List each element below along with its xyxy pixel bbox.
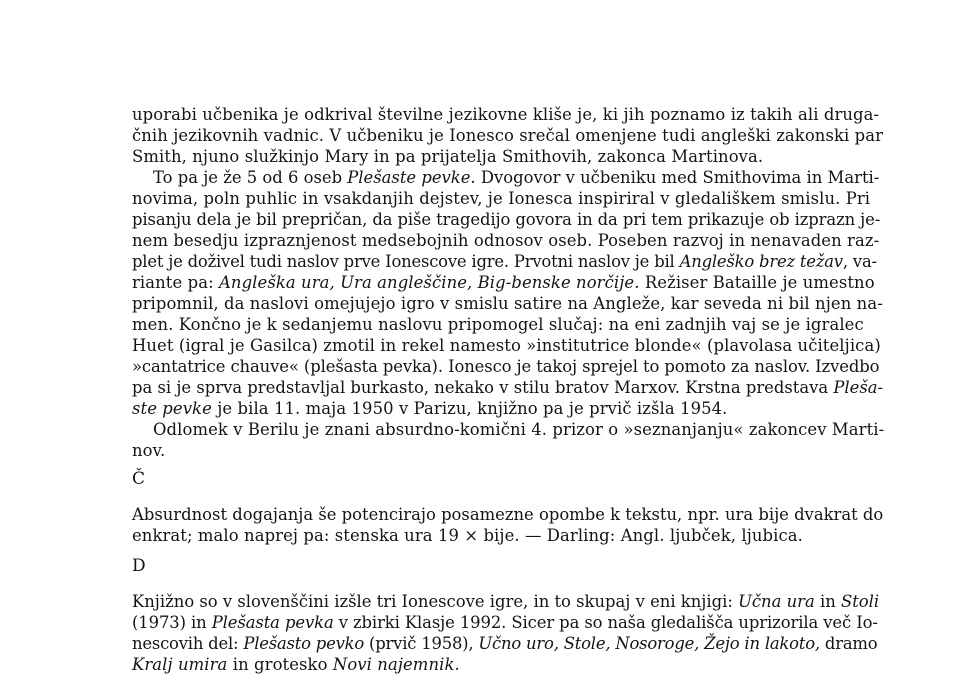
paragraph-2 [132,167,884,419]
section-c-body [132,504,884,546]
play-title: Angleško brez težav [679,252,843,271]
text-line [132,167,884,188]
text-run: To pa je že 5 od 6 oseb [153,168,348,187]
text-run: (1973) in [132,613,212,632]
text-run: plet je doživel tudi naslov prve Ionescove igre. Prvotni naslov je bil [132,252,680,271]
text-line: pisanju dela je bil prepričan, da piše tragedijo govora in da pri tem prikazuje ob izprazn je- [132,210,881,229]
play-title: Učno uro, Stole, Nosoroge, Žejo in lakoto, [478,634,820,653]
text-run: Knjižno so v slovenščini izšle tri Ionescove igre, in to skupaj v eni knjigi: [132,592,739,611]
play-title: Plešasto pevko [243,634,365,653]
play-title: Kralj umira [132,655,228,674]
text-run: in grotesko [227,655,333,674]
section-heading-d: D [132,556,146,576]
text-run: (prvič 1958), [364,634,479,653]
play-title: Pleša- [833,378,884,397]
text-line: uporabi učbenika je odkrival številne jezikovne kliše je, ki jih poznamo iz takih ali druga- [132,105,880,124]
text-line: Huet (igral je Gasilca) zmotil in rekel namesto »institutrice blonde« (plavolasa učiteljica) [132,336,881,355]
text-run: Režiser Bataille je umestno [639,273,875,292]
text-line [132,591,884,612]
text-run: je bila 11. maja 1950 v Parizu, knjižno pa je prvič izšla 1954. [211,399,728,418]
section-d-body [132,591,884,675]
play-title: Novi najemnik. [332,655,460,674]
play-title: Plešasta pevka [211,613,334,632]
text-run: v zbirki Klasje 1992. Sicer pa so naša gledališča uprizorila več Io- [333,613,878,632]
text-run: Dvogovor v učbeniku med Smithovima in Marti- [475,168,880,187]
play-title: Stoli [840,592,880,611]
text-line [132,654,884,675]
text-run: , va- [842,252,877,271]
text-line [132,272,884,293]
text-line: nov. [132,441,166,460]
text-line: men. Končno je k sedanjemu naslovu pripomogel slučaj: na eni zadnjih vaj se je igralec [132,315,864,334]
text-line: enkrat; malo naprej pa: stenska ura 19 × bije. — Darling: Angl. ljubček, ljubica. [132,526,803,545]
text-line [132,377,884,398]
text-run: nescovih del: [132,634,244,653]
section-heading-c: Č [132,469,146,489]
text-run: pa si je sprva predstavljal burkasto, nekako v stilu bratov Marxov. Krstna predstava [132,378,834,397]
text-line: »cantatrice chauve« (plešasta pevka). Ionesco je takoj sprejel to pomoto za naslov. Izvedbo [132,357,880,376]
text-run: riante pa: [132,273,219,292]
text-run: in [814,592,841,611]
play-title: Plešaste pevke. [347,168,476,187]
text-line: Odlomek v Berilu je znani absurdno-komični 4. prizor o »seznanjanju« zakoncev Marti- [153,420,885,439]
text-run: dramo [819,634,878,653]
play-title: Učna ura [738,592,815,611]
paragraph-3 [132,419,884,461]
text-line: Smith, njuno služkinjo Mary in pa prijatelja Smithovih, zakonca Martinova. [132,147,764,166]
text-line [132,398,884,419]
text-line: novima, poln puhlic in vsakdanjih dejstev, je Ionesca inspiriral v gledališkem smislu. Pri [132,189,871,208]
text-line: čnih jezikovnih vadnic. V učbeniku je Ionesco srečal omenjene tudi angleški zakonski par [132,126,884,145]
text-line: Absurdnost dogajanja še potencirajo posamezne opombe k tekstu, npr. ura bije dvakrat do [132,505,884,524]
text-line: pripomnil, da naslovi omejujejo igro v smislu satire na Angleže, kar seveda ni bil njen na- [132,294,883,313]
paragraph-1 [132,104,884,167]
text-line: nem besedju izpraznjenost medsebojnih odnosov oseb. Poseben razvoj in nenavaden raz- [132,231,880,250]
text-line [132,251,884,272]
play-title: Angleška ura, Ura angleščine, Big-benske norčije. [219,273,640,292]
text-line [132,633,884,654]
play-title: ste pevke [132,399,212,418]
text-line [132,612,884,633]
